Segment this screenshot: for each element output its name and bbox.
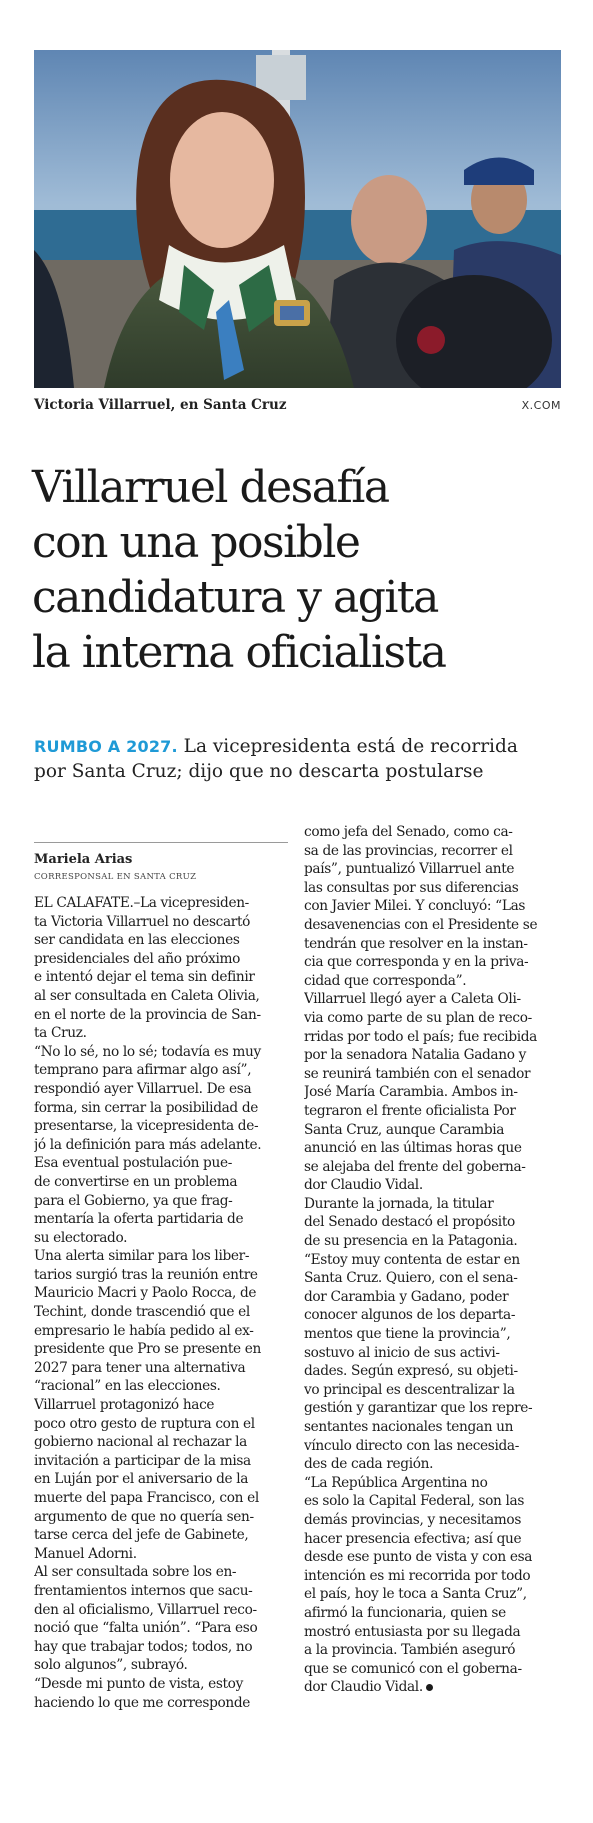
article-text-line: como jefa del Senado, como ca- xyxy=(304,824,513,840)
article-text-line: tarios surgió tras la reunión entre xyxy=(34,1266,258,1283)
subheadline xyxy=(34,734,574,784)
article-text-line: para el Gobierno, ya que frag- xyxy=(34,1192,233,1209)
article-text-line: su electorado. xyxy=(34,1229,128,1246)
article-text-line: presidente que Pro se presente en xyxy=(34,1341,261,1358)
end-mark-icon xyxy=(426,1684,433,1691)
article-text-line: anunció en las últimas horas que xyxy=(304,1140,522,1157)
byline-role: CORRESPONSAL EN SANTA CRUZ xyxy=(34,872,197,882)
article-text-line: Techint, donde trascendió que el xyxy=(34,1304,250,1321)
article-text-line: Durante la jornada, la titular xyxy=(304,1195,494,1212)
article-text-line: dor Carambia y Gadano, poder xyxy=(304,1288,509,1305)
article-text-line: ta Cruz. xyxy=(34,1025,87,1042)
article-text-line: cia que corresponda y en la priva- xyxy=(304,954,529,971)
article-text-line: hay que trabajar todos; todos, no xyxy=(34,1638,253,1655)
article-text-line: se reunirá también con el senador xyxy=(304,1065,531,1082)
article-text-line: vínculo directo con las necesida- xyxy=(304,1437,519,1454)
article-text-line: es solo la Capital Federal, son las xyxy=(304,1493,524,1510)
article-text-line: EL CALAFATE.–La vicepresiden- xyxy=(34,895,249,911)
article-text-line: solo algunos”, subrayó. xyxy=(34,1657,188,1674)
article-text-line: en el norte de la provincia de San- xyxy=(34,1006,261,1023)
headline-line: Villarruel desafía xyxy=(32,462,389,513)
article-text-line: dades. Según expresó, su objeti- xyxy=(304,1363,518,1380)
article-text-line: desde ese punto de vista y con esa xyxy=(304,1549,533,1566)
article-text-line: tegraron el frente oficialista Por xyxy=(304,1102,516,1119)
article-column-2 xyxy=(304,823,560,1697)
article-photo xyxy=(34,50,561,388)
article-text-line: sentantes nacionales tengan un xyxy=(304,1419,514,1435)
article-text-line: argumento de que no quería sen- xyxy=(34,1508,254,1525)
article-text-line: forma, sin cerrar la posibilidad de xyxy=(34,1099,259,1116)
article-text-line: desavenencias con el Presidente se xyxy=(304,916,538,933)
article-text-line: Villarruel protagonizó hace xyxy=(34,1397,215,1414)
byline-author: Mariela Arias xyxy=(34,852,133,867)
article-text-line: 2027 para tener una alternativa xyxy=(34,1359,246,1376)
article-text-line: “La República Argentina no xyxy=(304,1474,488,1491)
article-text-line: país”, puntualizó Villarruel ante xyxy=(304,861,515,878)
article-text-line: sostuvo al inicio de sus activi- xyxy=(304,1344,500,1361)
article-text-line: “Desde mi punto de vista, estoy xyxy=(34,1675,243,1692)
subheadline-line: por Santa Cruz; dijo que no descarta postularse xyxy=(34,761,484,782)
article-text-line: Santa Cruz. Quiero, con el sena- xyxy=(304,1270,518,1287)
article-text-line: gobierno nacional al rechazar la xyxy=(34,1434,247,1451)
article-column-1 xyxy=(34,894,290,1712)
article-text-line: que se comunicó con el goberna- xyxy=(304,1660,522,1677)
article-text-line: de su presencia en la Patagonia. xyxy=(304,1233,518,1250)
article-text-line: ser candidata en las elecciones xyxy=(34,932,240,949)
article-text-line: temprano para afirmar algo así”, xyxy=(34,1062,252,1079)
headline xyxy=(32,460,572,680)
article-text-line: e intentó dejar el tema sin definir xyxy=(34,969,255,986)
article-text-line: invitación a participar de la misa xyxy=(34,1452,251,1469)
article-text-line: Santa Cruz, aunque Carambia xyxy=(304,1121,505,1138)
article-text-line: demás provincias, y necesitamos xyxy=(304,1511,521,1528)
article-text-line: al ser consultada en Caleta Olivia, xyxy=(34,987,260,1004)
article-text-line: presidenciales del año próximo xyxy=(34,950,241,967)
article-text-line: rridas por todo el país; fue recibida xyxy=(304,1028,537,1045)
photo-credit: X.COM xyxy=(521,399,561,412)
kicker-label: RUMBO A 2027. xyxy=(34,737,178,756)
headline-line: con una posible xyxy=(32,517,360,568)
article-text-line: dor Claudio Vidal. xyxy=(304,1177,423,1194)
article-text-line: den al oficialismo, Villarruel reco- xyxy=(34,1601,257,1618)
article-text-line: tendrán que resolver en la instan- xyxy=(304,935,528,952)
article-text-line: vo principal es descentralizar la xyxy=(304,1381,515,1398)
article-text-line: Esa eventual postulación pue- xyxy=(34,1155,232,1172)
article-text-line: “No lo sé, no lo sé; todavía es muy xyxy=(34,1043,261,1060)
article-text-line: jó la definición para más adelante. xyxy=(34,1136,262,1153)
byline-divider xyxy=(34,842,288,843)
article-text-line: se alejaba del frente del goberna- xyxy=(304,1158,526,1175)
article-text-line: “racional” en las elecciones. xyxy=(34,1378,221,1395)
article-text-line: mentos que tiene la provincia”, xyxy=(304,1326,511,1343)
article-text-line: las consultas por sus diferencias xyxy=(304,879,519,896)
article-text-line: “Estoy muy contenta de estar en xyxy=(304,1251,520,1268)
article-text-line: mostró entusiasta por su llegada xyxy=(304,1623,521,1640)
article-text-line: hacer presencia efectiva; así que xyxy=(304,1530,522,1547)
article-text-line: empresario le había pedido al ex- xyxy=(34,1322,254,1339)
article-text-line: gestión y garantizar que los repre- xyxy=(304,1400,533,1417)
article-text-line: Manuel Adorni. xyxy=(34,1545,137,1562)
article-text-line: Una alerta similar para los liber- xyxy=(34,1248,250,1265)
article-text-line: poco otro gesto de ruptura con el xyxy=(34,1415,255,1432)
article-text-line: el país, hoy le toca a Santa Cruz”, xyxy=(304,1586,527,1603)
article-text-line: cidad que corresponda”. xyxy=(304,972,467,989)
article-text-line: José María Carambia. Ambos in- xyxy=(304,1084,518,1101)
article-text-line: haciendo lo que me corresponde xyxy=(34,1694,251,1711)
article-text-line: mentaría la oferta partidaria de xyxy=(34,1211,244,1228)
article-text-line: ta Victoria Villarruel no descartó xyxy=(34,913,251,930)
article-text-line: frentamientos internos que sacu- xyxy=(34,1582,253,1599)
article-text-line: a la provincia. También aseguró xyxy=(304,1642,516,1659)
article-text-line: Al ser consultada sobre los en- xyxy=(34,1564,237,1581)
headline-line: la interna oficialista xyxy=(32,627,446,678)
article-text-line: noció que “falta unión”. “Para eso xyxy=(34,1620,258,1637)
article-text-line: afirmó la funcionaria, quien se xyxy=(304,1604,506,1621)
article-text-line: del Senado destacó el propósito xyxy=(304,1214,515,1231)
article-text-line: respondió ayer Villarruel. De esa xyxy=(34,1080,252,1097)
article-text-line: intención es mi recorrida por todo xyxy=(304,1567,531,1584)
article-text-line: presentarse, la vicepresidenta de- xyxy=(34,1118,259,1135)
article-text-line: Villarruel llegó ayer a Caleta Oli- xyxy=(304,991,521,1008)
photo-caption xyxy=(34,397,561,417)
article-text-line: de convertirse en un problema xyxy=(34,1173,238,1190)
article-text-line: conocer algunos de los departa- xyxy=(304,1307,516,1324)
article-text-line: con Javier Milei. Y concluyó: “Las xyxy=(304,898,526,915)
article-text-line: tarse cerca del jefe de Gabinete, xyxy=(34,1527,249,1544)
caption-text: Victoria Villarruel, en Santa Cruz xyxy=(34,397,287,413)
article-text-line: por la senadora Natalia Gadano y xyxy=(304,1047,526,1064)
article-text-line: muerte del papa Francisco, con el xyxy=(34,1490,259,1506)
article-text-line: sa de las provincias, recorrer el xyxy=(304,842,513,859)
article-text-line: Mauricio Macri y Paolo Rocca, de xyxy=(34,1285,257,1302)
headline-line: candidatura y agita xyxy=(32,572,438,623)
article-text-line: des de cada región. xyxy=(304,1456,434,1473)
article-text-line: en Luján por el aniversario de la xyxy=(34,1471,249,1488)
article-text-line: via como parte de su plan de reco- xyxy=(304,1009,532,1026)
article-text-line: dor Claudio Vidal. xyxy=(304,1678,560,1697)
subheadline-line: La vicepresidenta está de recorrida xyxy=(183,736,518,757)
